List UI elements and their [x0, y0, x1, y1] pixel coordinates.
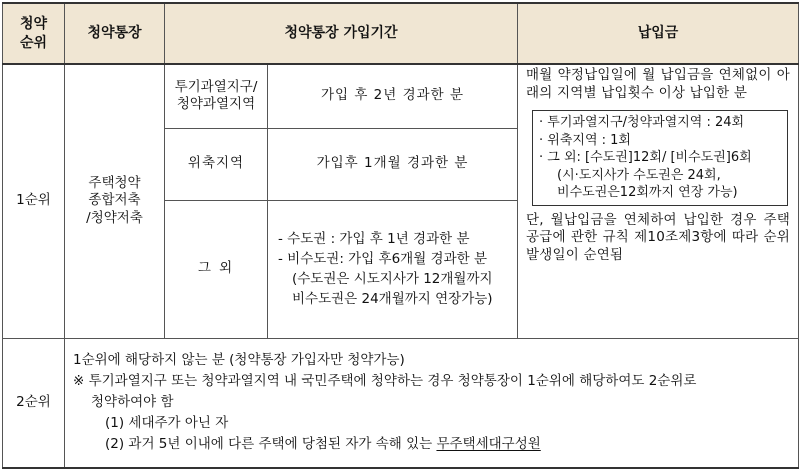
payment-box-line: · 위축지역 : 1회 — [539, 132, 631, 148]
period-other-list — [268, 229, 517, 310]
rank2-line: 청약하여야 함 — [91, 394, 174, 411]
rank2-item-underlined: 무주택세대구성원 — [436, 436, 541, 453]
rank1-payment-cell — [518, 64, 799, 338]
region-shrinking: 위축지역 — [165, 128, 268, 200]
header-rank: 청약 순위 — [3, 3, 65, 64]
rank1-row-speculation — [3, 64, 799, 128]
payment-box-line: · 투기과열지구/청약과열지역 : 24회 — [539, 115, 745, 131]
rank2-label: 2순위 — [3, 338, 65, 468]
period-other-line: 비수도권은 24개월까지 연장가능) — [292, 291, 493, 308]
rank2-line: ※ 투기과열지구 또는 청약과열지역 내 국민주택에 청약하는 경우 청약통장이 1순위에 해당하여도 2순위로 — [73, 373, 697, 390]
rank2-line: 1순위에 해당하지 않는 분 (청약통장 가입자만 청약가능) — [73, 352, 405, 369]
payment-intro: 매월 약정납입일에 월 납입금을 연체없이 아래의 지역별 납입횟수 이상 납입한 분 — [526, 67, 791, 101]
rank2-text — [65, 348, 798, 457]
period-other — [268, 200, 518, 338]
rank1-label: 1순위 — [3, 64, 65, 338]
rank2-item-text: (2) 과거 5년 이내에 다른 주택에 당첨된 자가 속해 있는 — [105, 436, 437, 453]
region-other: 그 외 — [165, 200, 268, 338]
period-speculation: 가입 후 2년 경과한 분 — [268, 64, 518, 128]
rank2-content — [65, 338, 799, 468]
period-other-line: (수도권은 시도지사가 12개월까지 — [292, 271, 493, 287]
period-other-line: - 수도권 : 가입 후 1년 경과한 분 — [278, 230, 470, 247]
subscription-rank-table — [2, 2, 799, 469]
payment-box-line: (시·도지사가 수도권은 24회, — [557, 167, 721, 183]
rank1-account: 주택청약 종합저축 /청약저축 — [65, 64, 165, 338]
period-shrinking: 가입후 1개월 경과한 분 — [268, 128, 518, 200]
header-period: 청약통장 가입기간 — [165, 3, 518, 64]
header-account: 청약통장 — [65, 3, 165, 64]
payment-box-line: · 그 외: [수도권]12회/ [비수도권]6회 — [539, 150, 752, 166]
subscription-rank-table-wrapper — [2, 2, 798, 467]
header-payment: 납입금 — [518, 3, 799, 64]
region-speculation: 투기과열지구/ 청약과열지역 — [165, 64, 268, 128]
payment-box-line: 비수도권은12회까지 연장 가능) — [557, 185, 738, 201]
rank2-item: (1) 세대주가 아닌 자 — [105, 415, 229, 432]
payment-note: 단, 월납입금을 연체하여 납입한 경우 주택 공급에 관한 규칙 제10조제3항에 따라 순위 발생일이 순연됨 — [526, 211, 791, 263]
period-other-line: - 비수도권: 가입 후6개월 경과한 분 — [278, 250, 487, 267]
header-row — [3, 3, 799, 64]
rank2-row — [3, 338, 799, 468]
payment-count-box — [532, 110, 788, 206]
rank2-item — [73, 434, 790, 455]
